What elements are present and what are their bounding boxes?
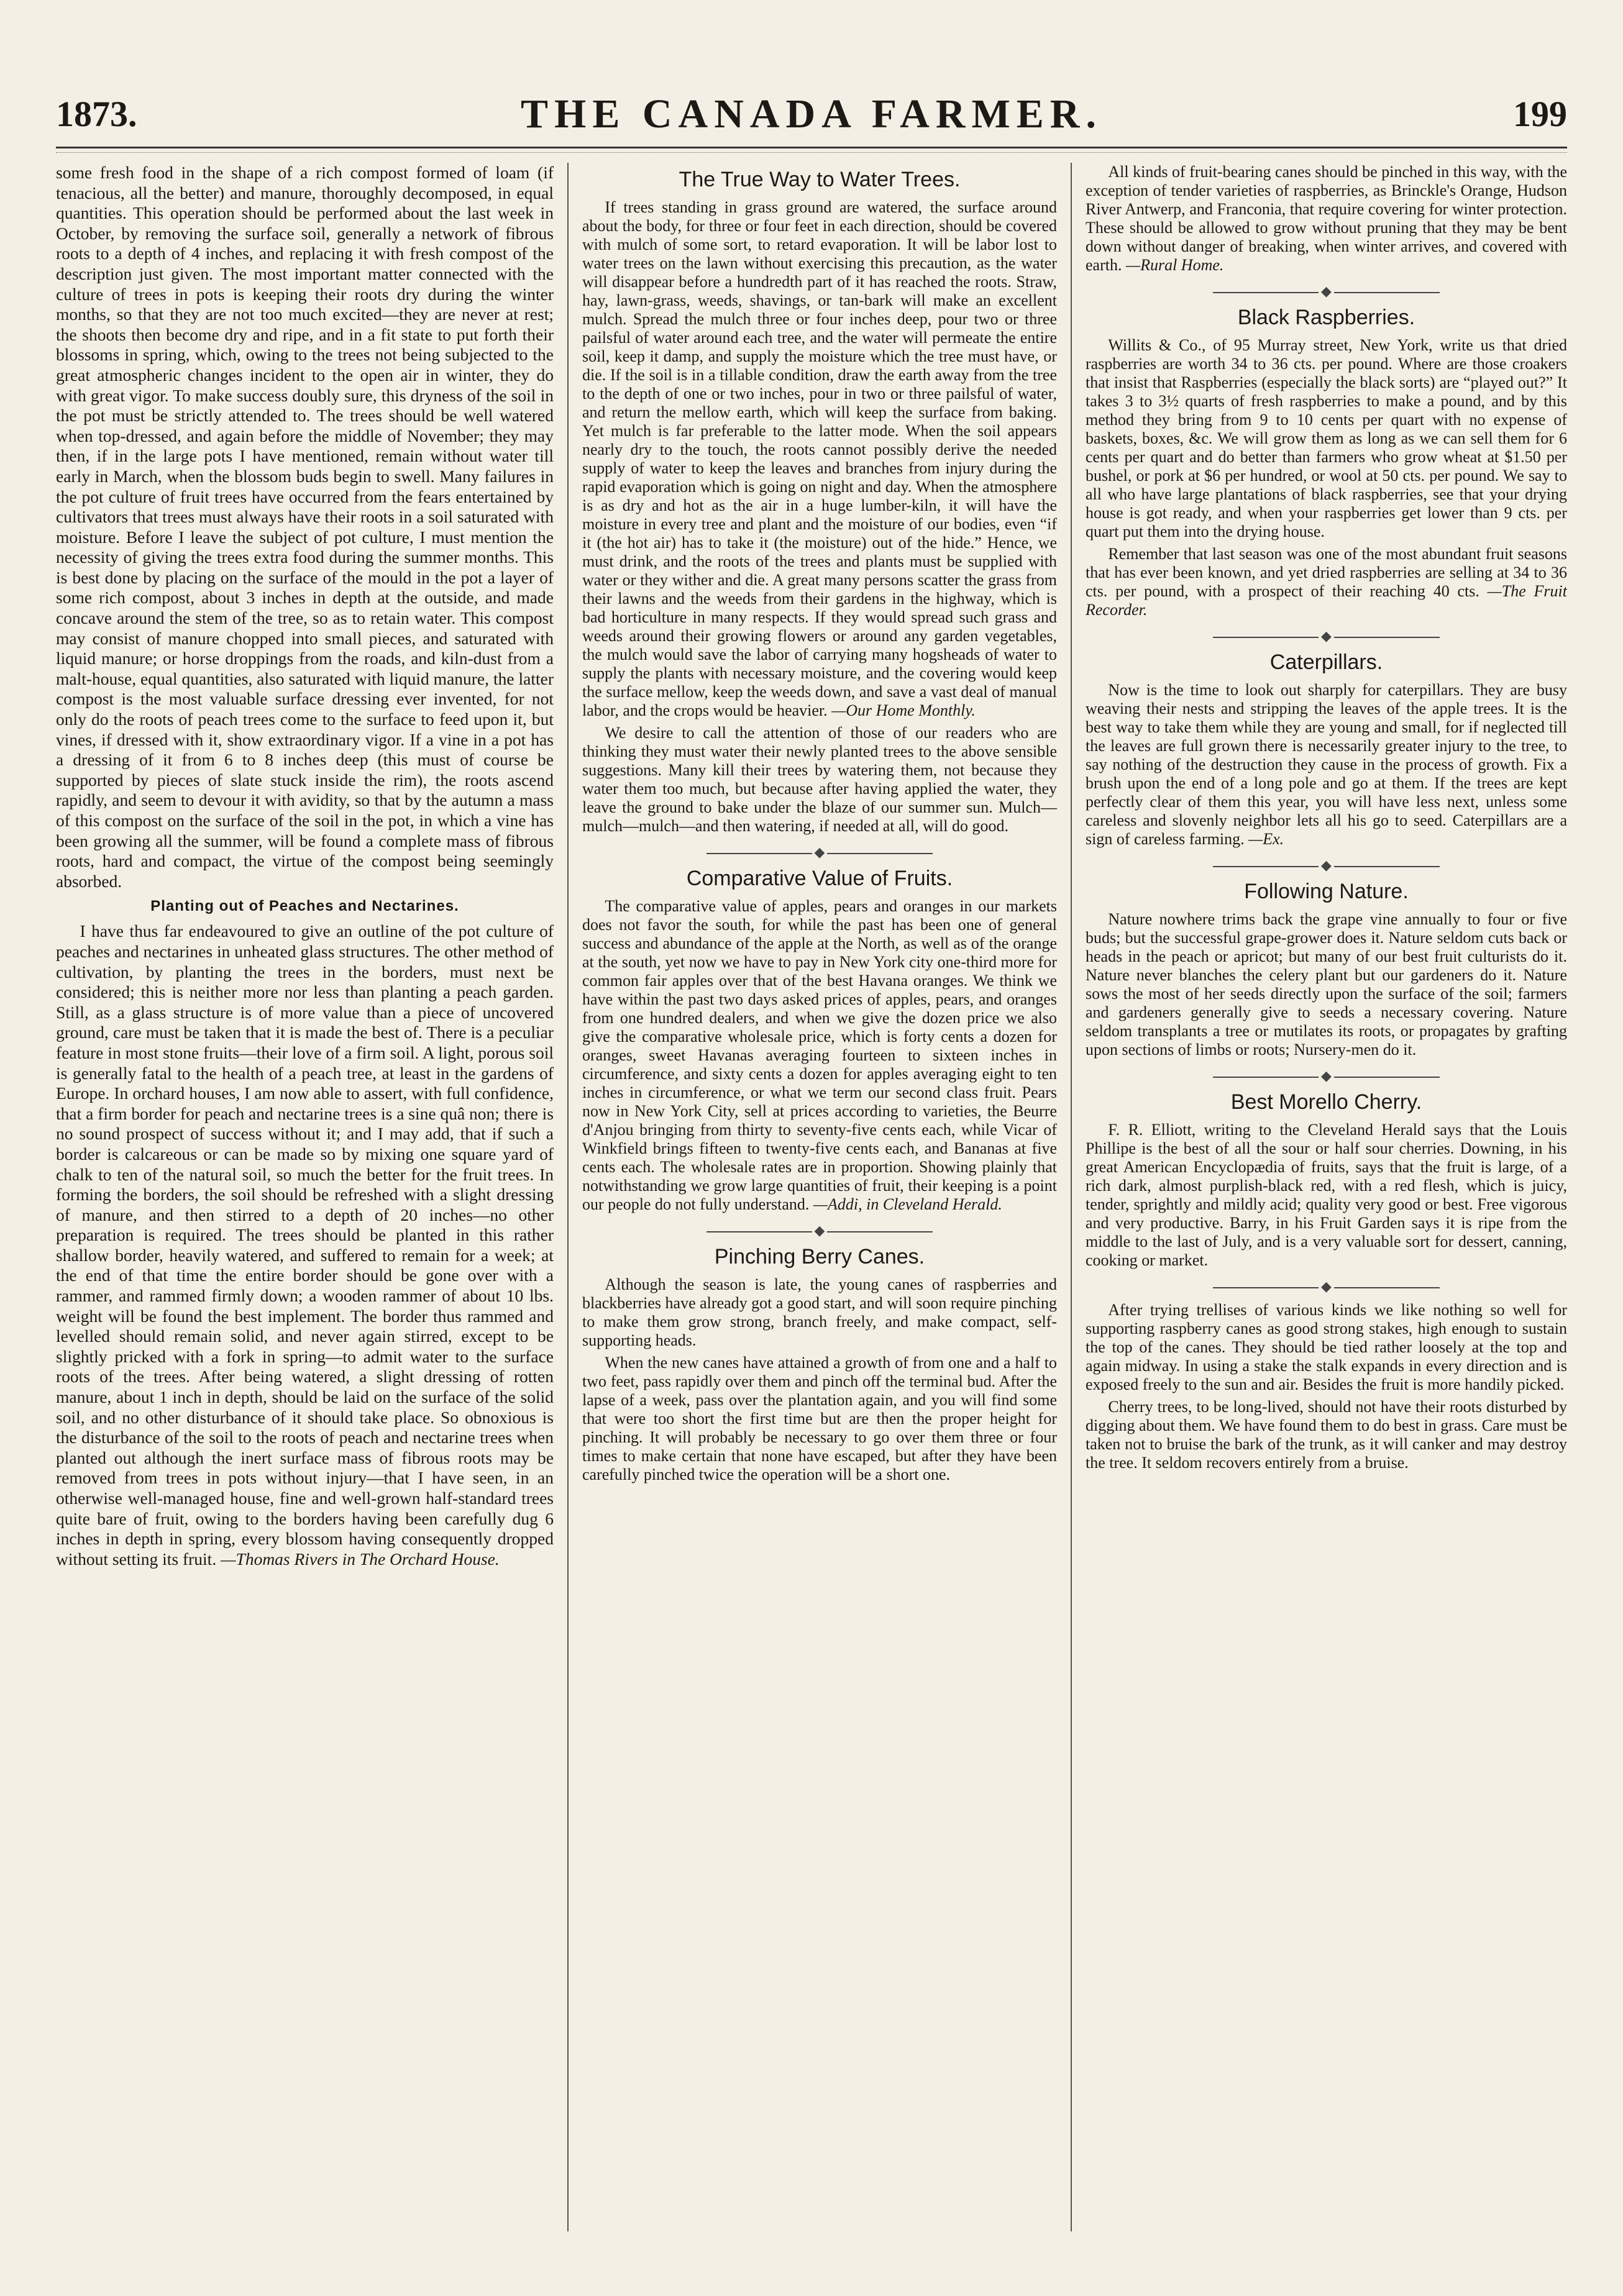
article-columns bbox=[56, 163, 1567, 2231]
section-subheading: Planting out of Peaches and Nectarines. bbox=[150, 898, 459, 915]
col3-paragraph: Willits & Co., of 95 Murray street, New York, write us that dried raspberries are worth 34 to 36 cts. per pound. Where are those croakers that insist that Raspberries (especially the black sorts) are “played out?” It takes 3 to 3½ quarts of fresh raspberries to make a pound, and by this method they bring from 9 to 10 cents per quart with no expense of baskets, boxes, &c. We will grow them as long as we can sell them for 6 cents per quart and do better than farmers who grow wheat at $1.50 per bushel, or pork at $6 per hundred, or wool at 50 cts. per pound. We say to all who have large plantations of black raspberries, see that your drying house is got ready, and when your raspberries get lower than 9 cts. per quart put them into the drying house. bbox=[1086, 336, 1567, 540]
column-1 bbox=[56, 163, 569, 2231]
source-citation: —The Fruit Recorder. bbox=[1086, 582, 1567, 619]
publication-title: THE CANADA FARMER. bbox=[521, 91, 1102, 137]
article-heading: The True Way to Water Trees. bbox=[679, 168, 961, 191]
section-divider: ◆ bbox=[1086, 628, 1567, 644]
col2-paragraph: When the new canes have attained a growth of from one and a half to two feet, pass rapidly over them and pinch off the terminal bud. After the lapse of a week, pass over the plantation again, and you will find some that were too short the first time but are then the proper height for pinching. It will probably be necessary to go over them three or four times to make certain that none have escaped, but after they have been carefully pinched twice the operation will be a short one. bbox=[582, 1354, 1057, 1483]
section-divider: ◆ bbox=[582, 1223, 1057, 1239]
paragraph-text: The comparative value of apples, pears and oranges in our markets does not favor the south, for while the past has been one of general success and abundance of the apple at the North, as well as of the orange at the south, yet now we have to pay in New York city one-third more for common fair apples over that of the best Havana oranges. We think we have within the past two days asked prices of apples, pears, and oranges from one hundred dealers, and when we give the dozen price we also give the comparative wholesale price, which is forty cents a dozen for oranges, sweet Havanas averaging fourteen to sixteen inches in circumference, and sixty cents a dozen for apples averaging eight to ten inches in circumference, or what we term our second class fruit. Pears now in New York City, sell at prices according to varieties, the Beurre d'Anjou bringing from thirty to seventy-five cents each, while Vicar of Winkfield brings fifteen to twenty-five cents each, and Bananas at five cents each. The wholesale rates are in proportion. Showing plainly that notwithstanding we grow large quantities of fruit, their keeping is a point our people do not fully understand. bbox=[582, 897, 1057, 1213]
col3-paragraph: F. R. Elliott, writing to the Cleveland Herald says that the Louis Phillipe is the best of all the sour or half sour cherries. Downing, in his great American Encyclopædia of fruits, says that the fruit is large, of a rich dark, almost purplish-black red, with a red flesh, which is juicy, tender, sprightly and mildly acid; quality very good or best. Free vigorous and very productive. Barry, in his Fruit Garden says it is ripe from the middle to the last of July, and is a very valuable sort for dessert, canning, cooking or market. bbox=[1086, 1121, 1567, 1269]
col2-paragraph bbox=[582, 897, 1057, 1214]
article-heading: Caterpillars. bbox=[1269, 650, 1383, 674]
col1-paragraph bbox=[56, 921, 554, 1569]
col3-paragraph: Cherry trees, to be long-lived, should not have their roots disturbed by digging about them. We have found them to do best in grass. Care must be taken not to bruise the bark of the trunk, as it will canker and may destroy the tree. It seldom recovers entirely from a bruise. bbox=[1086, 1398, 1567, 1472]
source-citation: —Ex. bbox=[1248, 830, 1284, 848]
col3-paragraph: Nature nowhere trims back the grape vine annually to four or five buds; but the successful grape-grower does it. Nature seldom cuts back or heads in the peach or apricot; but many of our best fruit culturists do it. Nature never blanches the celery plant but our gardeners do it. Nature sows the most of her seeds directly upon the surface of the soil; farmers and gardeners generally give to seeds a necessary covering. Nature seldom transplants a tree or mutilates its roots, or propagates by grafting upon sections of limbs or roots; Nursery-men do it. bbox=[1086, 910, 1567, 1059]
paragraph-text: If trees standing in grass ground are watered, the surface around about the body, for three or four feet in each direction, should be covered with mulch of some sort, to retard evaporation. It will be labor lost to water trees on the lawn without exercising this precaution, as the water will disappear before a hundredth part of it has reached the roots. Straw, hay, lawn-grass, weeds, shavings, or tan-bark will make an excellent mulch. Spread the mulch three or four inches deep, pour two or three pailsful of water around each tree, and the water will permeate the entire soil, keep it damp, and supply the moisture which the tree must have, or die. If the soil is in a tillable condition, draw the earth away from the tree to the depth of one or two inches, pour in two or three pailsful of water, and return the mellow earth, which will keep the surface from baking. Yet mulch is far preferable to the latter mode. When the soil appears nearly dry to the touch, the roots cannot possibly derive the needed supply of water to keep the leaves and branches from injury during the rapid evaporation which is going on night and day. When the atmosphere is as dry and hot as the air in a huge lumber-kiln, it will have the moisture in every tree and plant and the moisture of our bodies, even “if it (the hot air) has to take it (the moisture) out of the hide.” Hence, we must drink, and the roots of the trees and plants must be supplied with water or they wither and die. A great many persons scatter the grass from their lawns and the weeds from their gardens in the highway, which is bad horticulture in many respects. If they would spread such grass and weeds around their growing flowers or around any garden vegetables, the mulch would save the labor of carrying many hogsheads of water to supply the plants with necessary moisture, and the covering would keep the surface mellow, keep the weeds down, and save a vast deal of manual labor, and the crops would be heavier. bbox=[582, 198, 1057, 719]
article-heading: Following Nature. bbox=[1244, 880, 1409, 903]
source-citation: —Addi, in Cleveland Herald. bbox=[813, 1195, 1002, 1213]
col2-paragraph bbox=[582, 198, 1057, 720]
section-divider: ◆ bbox=[1086, 857, 1567, 873]
article-heading: Best Morello Cherry. bbox=[1230, 1090, 1422, 1114]
masthead-rule bbox=[56, 147, 1567, 153]
col3-paragraph: After trying trellises of various kinds we like nothing so well for supporting raspberry canes as good strong stakes, high enough to sustain the top of the canes. They should be tied rather loosely at the top and again midway. In using a stake the stalk expands in every direction and is exposed freely to the sun and air. Besides the fruit is more handily picked. bbox=[1086, 1301, 1567, 1393]
column-3 bbox=[1072, 163, 1567, 2231]
section-divider: ◆ bbox=[1086, 1068, 1567, 1084]
col3-paragraph bbox=[1086, 681, 1567, 849]
article-heading: Pinching Berry Canes. bbox=[714, 1245, 925, 1269]
article-heading: Comparative Value of Fruits. bbox=[686, 867, 953, 890]
col3-paragraph bbox=[1086, 545, 1567, 619]
paragraph-text: Remember that last season was one of the most abundant fruit seasons that has ever been known, and yet dried raspberries are selling at 34 to 36 cts. per pound, with a prospect of their reaching 40 cts. bbox=[1086, 545, 1567, 600]
article-heading: Black Raspberries. bbox=[1237, 306, 1415, 329]
masthead bbox=[56, 93, 1567, 149]
col3-paragraph bbox=[1086, 163, 1567, 275]
col2-paragraph: Although the season is late, the young canes of raspberries and blackberries have already got a good start, and will soon require pinching to make them grow strong, branch freely, and make compact, self-supporting heads. bbox=[582, 1275, 1057, 1349]
page-number: 199 bbox=[1513, 94, 1567, 134]
paragraph-text: All kinds of fruit-bearing canes should be pinched in this way, with the exception of tender varieties of raspberries, as Brinckle's Orange, Hudson River Antwerp, and Franconia, that require covering for winter protection. These should be allowed to grow without pruning that they may be bent down without danger of breaking, when winter arrives, and covered with earth. bbox=[1086, 163, 1567, 274]
col1-paragraph: some fresh food in the shape of a rich compost formed of loam (if tenacious, all the better) and manure, thoroughly decomposed, in equal quantities. This operation should be performed about the last week in October, by removing the surface soil, generally a network of fibrous roots to a depth of 4 inches, and replacing it with fresh compost of the description just given. The most important matter connected with the culture of trees in pots is keeping their roots dry during the winter months, so that they are not too much excited—they are never at rest; the shoots then become dry and ripe, and in a fit state to put forth their blossoms in spring, which, owing to the trees not being subjected to the great atmospheric changes incident to the open air in winter, they do with great vigor. To make success doubly sure, this dryness of the soil in the pot must be strictly attended to. The trees should be well watered when top-dressed, and again before the middle of November; they may then, if in the large pots I have mentioned, remain without water till early in March, when the blossom buds begin to swell. Many failures in the pot culture of fruit trees have occurred from the fears entertained by cultivators that trees must always have their roots in a soil saturated with moisture. Before I leave the subject of pot culture, I must mention the necessity of giving the trees extra food during the summer months. This is best done by placing on the surface of the mould in the pot a layer of some rich compost, about 3 inches in depth at the outside, and made concave around the stem of the tree, so as to retain water. This compost may consist of manure chopped into small pieces, and saturated with liquid manure; or horse droppings from the roads, and kiln-dust from a malt-house, equal quantities, also saturated with liquid manure, the latter compost is the most valuable surface dressing ever invented, for not only do the roots of peach trees come to the surface to feed upon it, but vines, if dressed with it, show extraordinary vigor. If a vine in a pot has a dressing of it from 6 to 8 inches deep (this must of course be supported by pieces of slate stuck inside the rim), the roots ascend rapidly, and seem to devour it with avidity, so that by the autumn a mass of this compost on the surface of the soil in the pot, in which a vine has been growing all the summer, will be found a complete mass of fibrous roots, hard and compact, the virtue of the compost being seemingly absorbed. bbox=[56, 163, 554, 891]
column-2 bbox=[569, 163, 1072, 2231]
paragraph-text: I have thus far endeavoured to give an outline of the pot culture of peaches and nectarines in unheated glass structures. The other method of cultivation, by planting the trees in the borders, must next be considered; this is neither more nor less than planting a peach garden. Still, as a glass structure is of more value than a piece of uncovered ground, care must be taken that it is made the best of. There is a peculiar feature in most stone fruits—their love of a firm soil. A light, porous soil is generally fatal to the health of a peach tree, at least in the gardens of Europe. In orchard houses, I am now able to assert, with full confidence, that a firm border for peach and nectarine trees is a sine quâ non; there is no sound prospect of success without it; and I may add, that if such a border is calcareous or can be made so by mixing one square yard of chalk to ten of the natural soil, so much the better for the fruit trees. In forming the borders, the soil should be refreshed with a slight dressing of manure, and then stirred to a depth of 20 inches—no other preparation is required. The trees should be planted in this rather shallow border, heavily watered, and suffered to remain for a week; at the end of that time the entire border should be gone over with a rammer, and rammed firmly down; a wooden rammer of about 10 lbs. weight will be found the best implement. The border thus rammed and levelled should remain solid, and never again stirred, except to be slightly pricked with a fork in spring—to admit water to the surface roots of the trees. After being watered, a slight dressing of rotten manure, about 1 inch in depth, should be laid on the surface of the solid soil, and no other disturbance of it should take place. So obnoxious is the disturbance of the soil to the roots of peach and nectarine trees when planted out although the inert surface mass of fibrous roots may be removed from trees in pots without injury—that I have seen, in an otherwise well-managed house, fine and well-grown half-standard trees quite bare of fruit, owing to the borders having been carefully dug 6 inches in depth in spring, every blossom having consequently dropped without setting its fruit. bbox=[56, 921, 554, 1569]
paragraph-text: Now is the time to look out sharply for caterpillars. They are busy weaving their nests and stripping the leaves of the apple trees. It is the best way to take them while they are young and small, for if neglected till the leaves are full grown there is necessarily greater injury to the tree, to say nothing of the destruction they cause in the process of growth. Fix a brush upon the end of a long pole and go at them. If the trees are kept perfectly clear of them this year, you will have less next, unless some careless and slovenly neighbor lets all his go to seed. Caterpillars are a sign of careless farming. bbox=[1086, 681, 1567, 848]
source-citation: —Thomas Rivers in The Orchard House. bbox=[221, 1549, 500, 1569]
section-divider: ◆ bbox=[1086, 1278, 1567, 1295]
source-citation: —Rural Home. bbox=[1125, 256, 1224, 274]
issue-year: 1873. bbox=[56, 94, 137, 134]
section-divider: ◆ bbox=[1086, 283, 1567, 299]
source-citation: —Our Home Monthly. bbox=[831, 701, 976, 719]
col2-paragraph: We desire to call the attention of those of our readers who are thinking they must water their newly planted trees to the above sensible suggestions. Many kill their trees by watering them, not because they water them too much, but because after having applied the water, they leave the ground to bake under the blaze of our summer sun. Mulch—mulch—mulch—and then watering, if needed at all, will do good. bbox=[582, 724, 1057, 835]
section-divider: ◆ bbox=[582, 844, 1057, 860]
